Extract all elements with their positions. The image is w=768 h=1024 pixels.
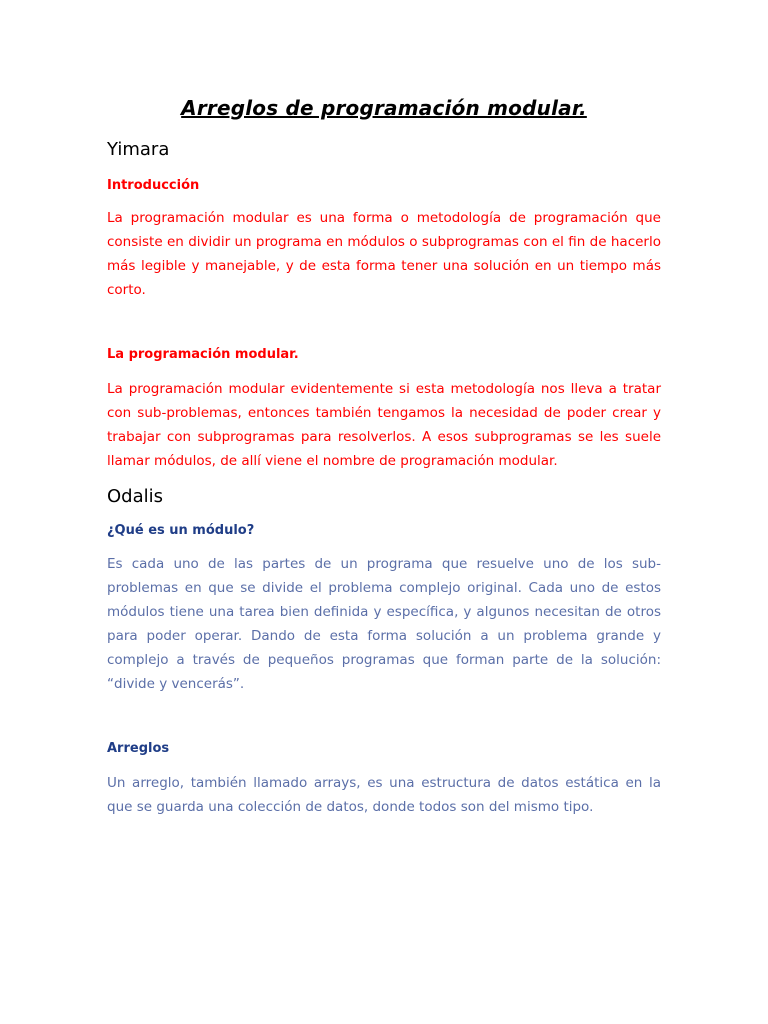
heading-que-es-un-modulo: ¿Qué es un módulo? [107,523,255,538]
author-name-yimara: Yimara [107,139,170,160]
paragraph-programacion-modular: La programación modular evidentemente si esta metodología nos lleva a tratar con sub-problemas, entonces también tengamos la necesidad de poder crear y trabajar con subprogramas para resolverlos. A esos subprogramas se les suele llamar módulos, de allí viene el nombre de programación modular. [107,381,661,469]
paragraph-que-es-un-modulo: Es cada uno de las partes de un programa que resuelve uno de los sub-problemas en que se divide el problema complejo original. Cada uno de estos módulos tiene una tarea bien definida y específica, y algunos necesitan de otros para poder operar. Dando de esta forma solución a un problema grande y complejo a través de pequeños programas que forman parte de la solución: “divide y vencerás”. [107,556,661,692]
paragraph-arreglos: Un arreglo, también llamado arrays, es una estructura de datos estática en la que se guarda una colección de datos, donde todos son del mismo tipo. [107,775,661,815]
author-name-odalis: Odalis [107,486,164,507]
heading-introduccion: Introducción [107,178,200,193]
paragraph-introduccion: La programación modular es una forma o metodología de programación que consiste en dividir un programa en módulos o subprogramas con el fin de hacerlo más legible y manejable, y de esta forma tener una solución en un tiempo más corto. [107,210,661,298]
heading-programacion-modular: La programación modular. [107,347,299,362]
heading-arreglos: Arreglos [107,741,170,756]
document-title: Arreglos de programación modular. [181,96,587,120]
